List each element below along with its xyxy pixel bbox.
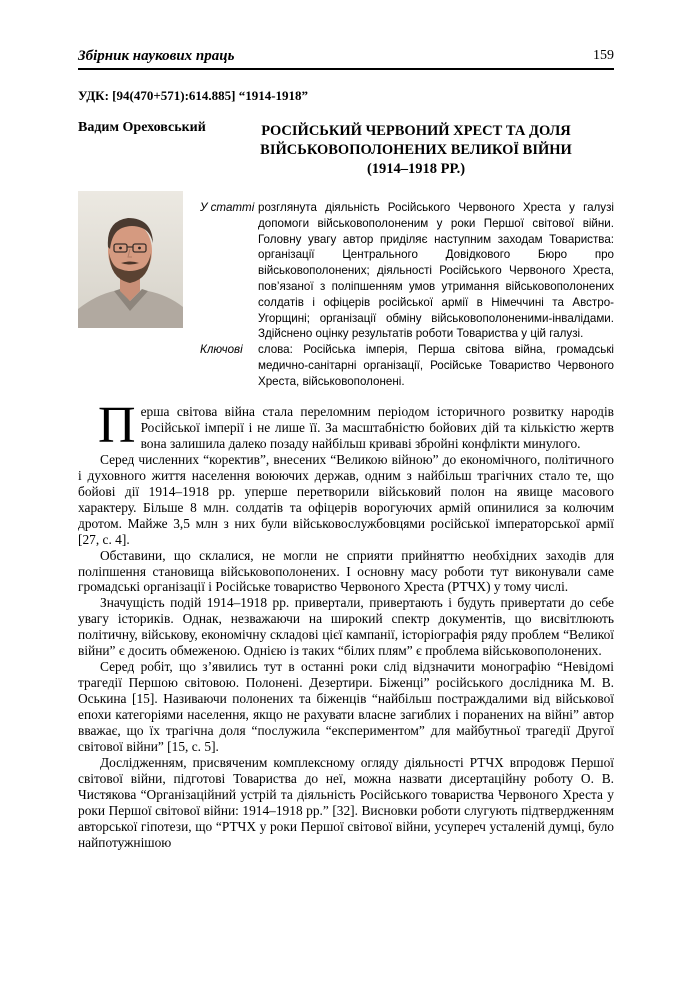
article-title: [218, 122, 614, 179]
author-portrait-image: [78, 191, 183, 328]
abstract-text: розглянута діяльність Російського Червоного Хреста у галузі допомоги військовополоненим у роки Першої світової війни. Головну увагу автор приділяє наступним заходам Товариства: організації Центрального Довідкового Бюро про військовополонених; діяльності Російського Червоного Хреста, пов’язаної з поліпшенням умов утримання військовополонених солдатів і офіцерів російської армії в Німеччині та Австро-Угорщині; організації обміну військовополоненими-інвалідами. Здійснено оцінку результатів роботи Товариства у цій галузі.: [258, 201, 614, 341]
keywords-label: Ключові: [200, 343, 243, 357]
abstract-label: У статті: [200, 201, 255, 214]
body-paragraph: Значущість подій 1914–1918 рр. привертали, привертають і будуть привертати до себе увагу істориків. Однак, незважаючи на широкий спектр документів, що висвітлюють політичну, військову, економічну складові цієї кампанії, історіографія ряду проблем “Великої війни” є досить обмеженою. Однією із таких “білих плям” є проблема військовополонених.: [78, 595, 614, 659]
running-header: [78, 48, 614, 68]
udk-code: УДК: [94(470+571):614.885] “1914-1918”: [78, 88, 309, 103]
body-paragraph: Серед робіт, що з’явились тут в останні роки слід відзначити монографію “Невідомі трагедії Першою світовою. Полонені. Дезертири. Біженці” російського дослідника М. В. Оськина [15]. Називаючи полонених та біженців “найбільш постраждалими від військової епохи категоріями населення, якщо не рахувати власне загиблих і поранених на війні” автор вважає, що їх трагічна доля “послужила “експериментом” для майбутньої трагедії Другої світової війни” [15, с. 5].: [78, 659, 614, 755]
journal-name: Збірник наукових праць: [78, 48, 235, 64]
title-line: (1914–1918 РР.): [366, 161, 466, 177]
header-rule: [78, 68, 614, 70]
author-photo: [78, 191, 183, 328]
body-paragraph: Обставини, що склалися, не могли не сприяти прийняттю необхідних заходів для поліпшення становища військовополонених. І основну масу роботи тут виконували саме громадські організації і Російське товариство Червоного Хреста (РТЧХ) у тому числі.: [78, 547, 614, 595]
body-paragraph: [78, 397, 614, 454]
page-number: 159: [593, 48, 614, 63]
paragraph-text: ерша світова війна стала переломним періодом історичного розвитку народів Російської імперії і не лише її. За масштабністю бойових дій та кількістю жертв вона залишила далеко позаду найбільш криваві збройні конфлікти минулого.: [140, 404, 614, 451]
author-name: Вадим Ореховський: [78, 120, 206, 135]
article-body: [78, 397, 614, 851]
drop-cap: П: [98, 397, 136, 454]
keywords-text: слова: Російська імперія, Перша світова війна, громадські медично-санітарні організації, Російське Товариство Червоного Хреста, військовополонені.: [258, 343, 614, 388]
body-paragraph: Дослідженням, присвяченим комплексному огляду діяльності РТЧХ впродовж Першої світової війни, підготові Товариства до неї, можна назвати дисертаційну роботу О. В. Чистякова “Організаційний устрій та діяльність Російського товариства Червоного Хреста у роки Першої світової війни: 1914–1918 рр.” [32]. Висновки роботи слугують підтвердженням авторської гіпотези, що “РТЧХ у роки Першої світової війни, усупереч усталеній думці, було найпотужнішою: [78, 754, 614, 850]
keywords-row: [200, 342, 614, 389]
title-line: РОСІЙСЬКИЙ ЧЕРВОНИЙ ХРЕСТ ТА ДОЛЯ: [261, 123, 571, 139]
title-line: ВІЙСЬКОВОПОЛОНЕНИХ ВЕЛИКОЇ ВІЙНИ: [260, 142, 572, 158]
abstract-block: [200, 200, 614, 390]
body-paragraph: Серед численних “коректив”, внесених “Великою війною” до економічного, політичного і духовного життя населення воюючих держав, одним з найбільш трагічних стало те, що бойові дії 1914–1918 рр. уперше перетворили військовий полон на явище масового характеру. Більше 8 млн. солдатів та офіцерів ворогуючих армій опинилися за колючим дротом. Майже 3,5 млн з них були військовослужбовцями російської імператорської армії [27, с. 4].: [78, 451, 614, 547]
abstract-row: [200, 200, 614, 342]
